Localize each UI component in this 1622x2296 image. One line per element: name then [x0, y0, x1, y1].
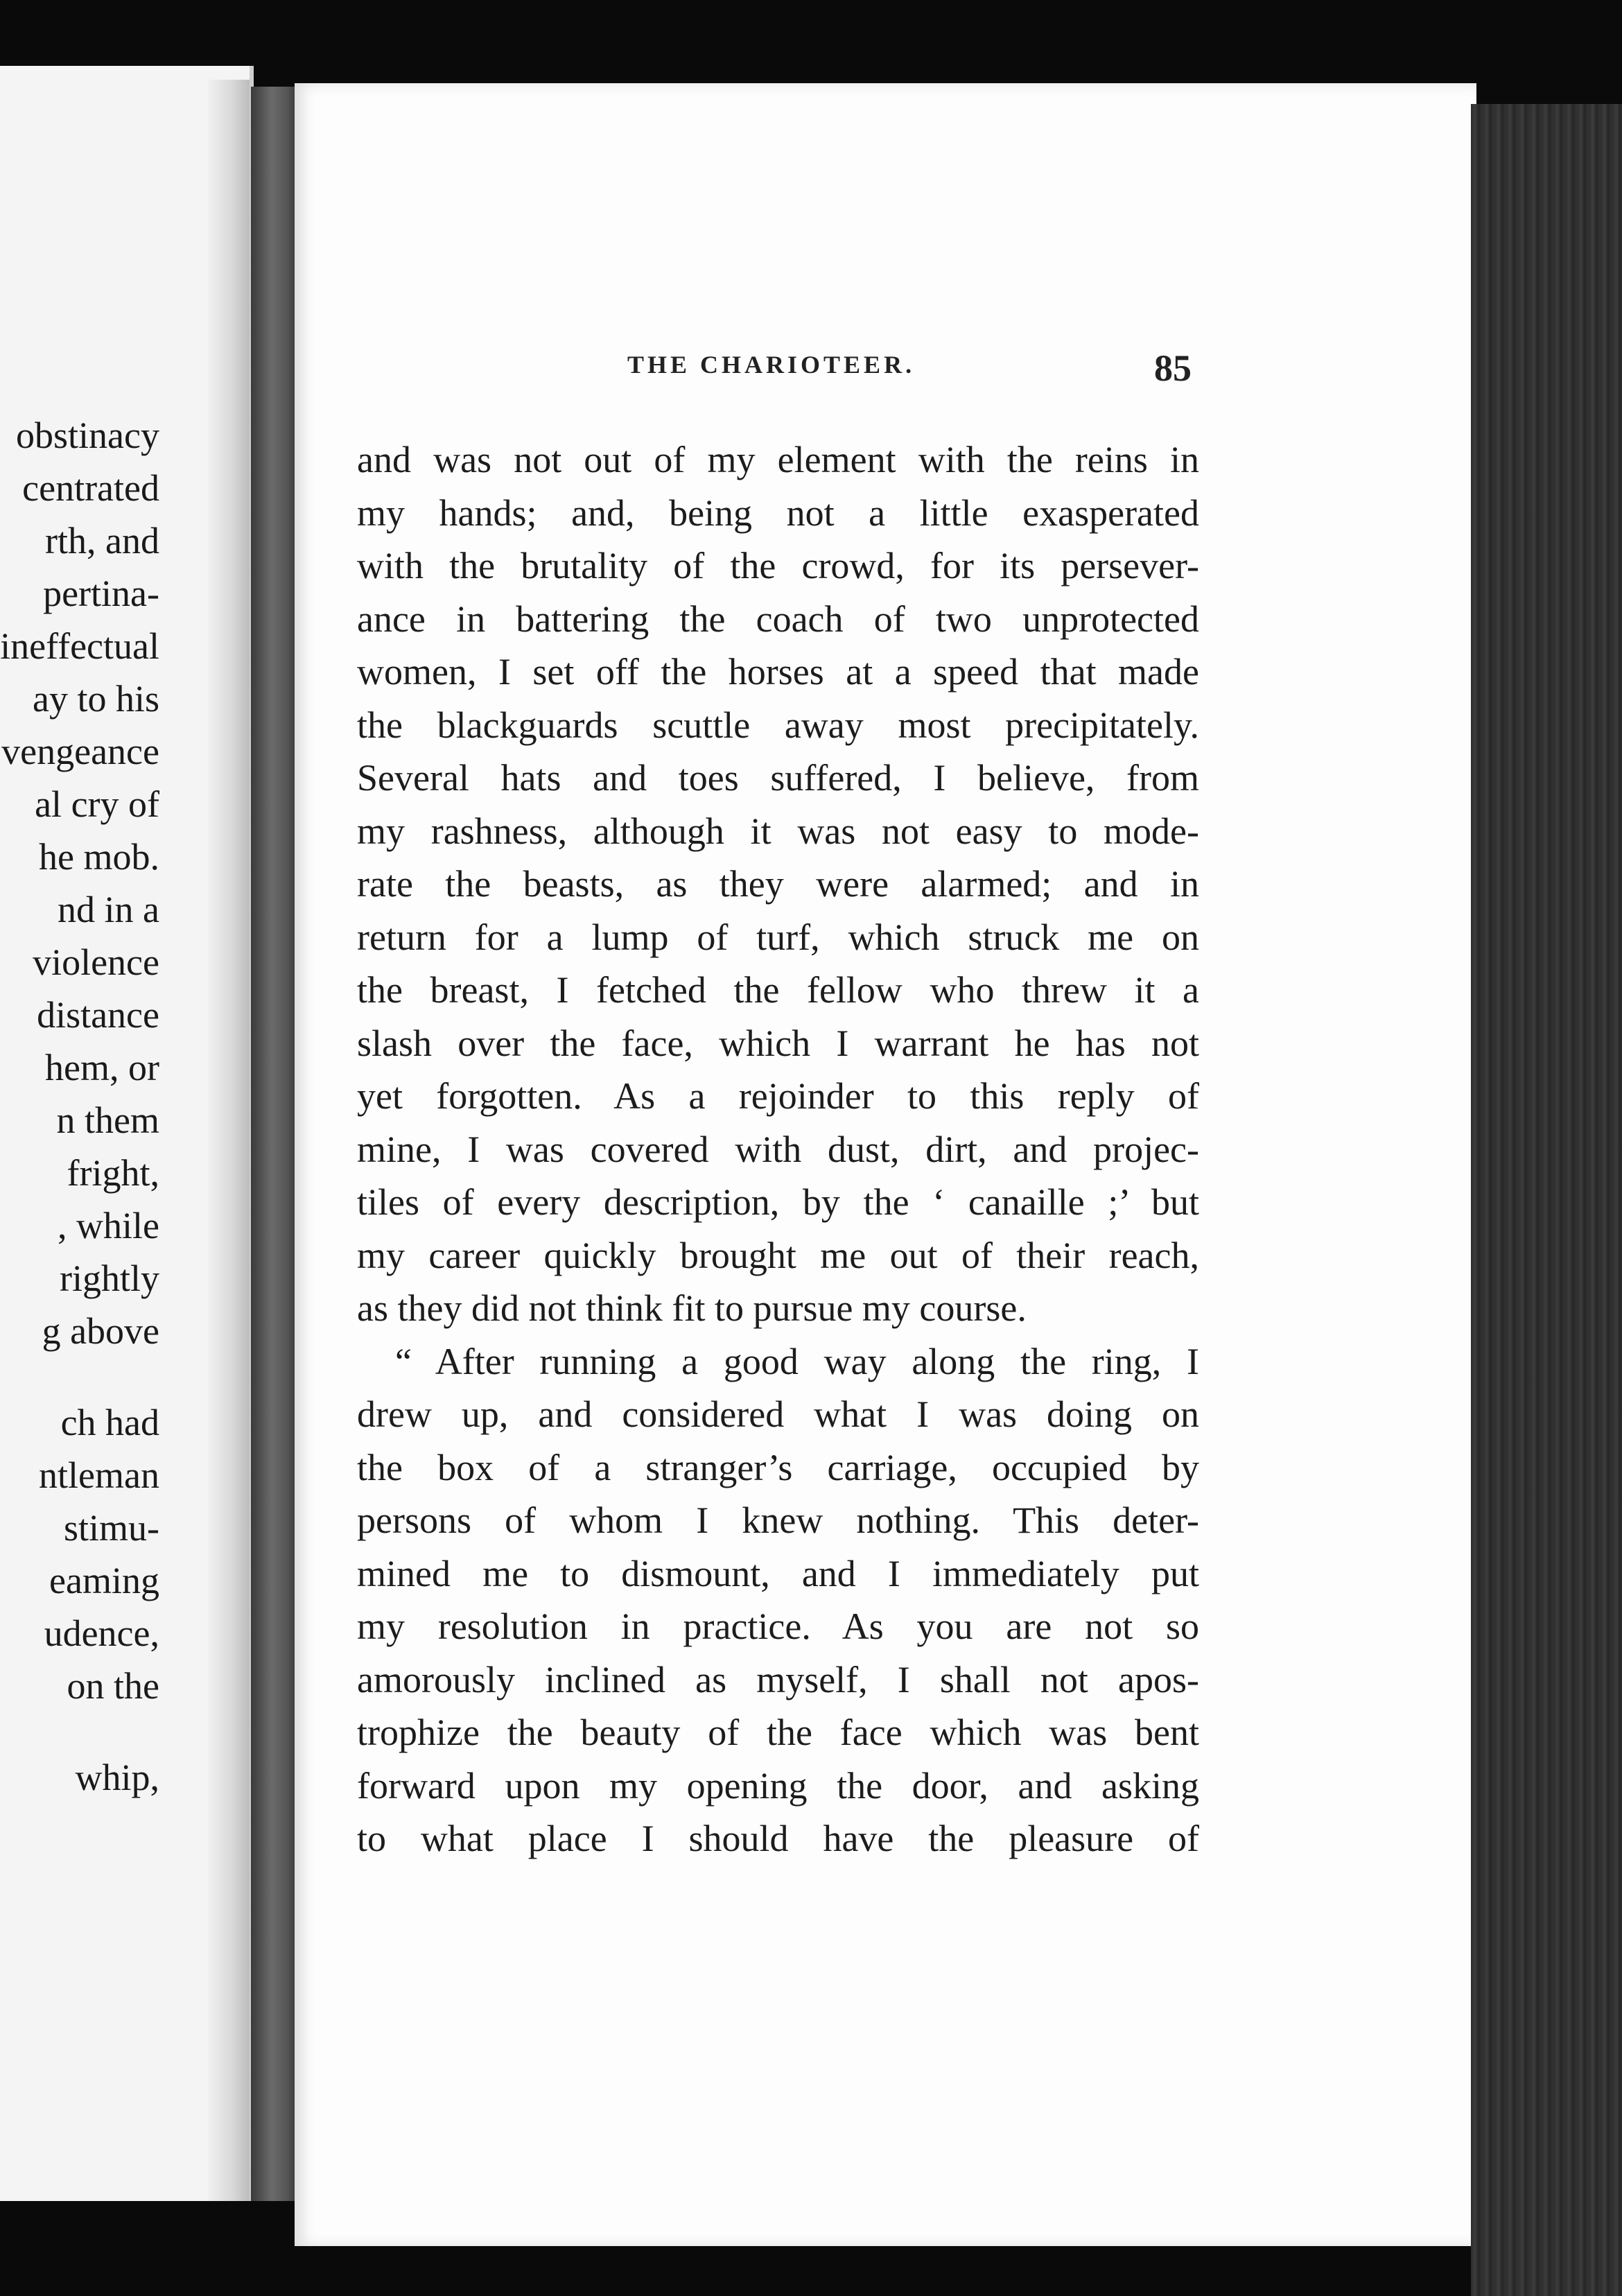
- left-line: udence,: [44, 1612, 159, 1654]
- left-line: rightly: [60, 1258, 159, 1299]
- text-line: return for a lump of turf, which struck me on: [357, 916, 1199, 958]
- text-line: my hands; and, being not a little exasperated: [357, 492, 1199, 534]
- text-line: my rashness, although it was not easy to mode-: [357, 810, 1199, 852]
- text-line: mined me to dismount, and I immediately put: [357, 1552, 1199, 1594]
- left-line: g above: [42, 1310, 159, 1352]
- text-line: mine, I was covered with dust, dirt, and projec-: [357, 1128, 1199, 1170]
- page-number: 85: [1154, 347, 1192, 389]
- left-line: obstinacy: [16, 415, 159, 456]
- text-line: women, I set off the horses at a speed that made: [357, 651, 1199, 693]
- left-line: eaming: [49, 1560, 159, 1601]
- left-line: ineffectual: [0, 625, 159, 667]
- text-line: the breast, I fetched the fellow who threw it a: [357, 969, 1199, 1011]
- running-head: THE CHARIOTEER.: [627, 351, 916, 379]
- text-line: and was not out of my element with the reins in: [357, 439, 1199, 480]
- left-line: n them: [56, 1099, 159, 1141]
- left-line: stimu-: [63, 1507, 159, 1549]
- left-line: whip,: [75, 1757, 159, 1798]
- left-line: pertina-: [43, 573, 159, 614]
- text-line: ance in battering the coach of two unprotected: [357, 598, 1199, 640]
- text-line: “ After running a good way along the ring, I: [395, 1340, 1199, 1382]
- left-line: centrated: [22, 467, 159, 509]
- left-line: , while: [58, 1205, 159, 1246]
- left-line: hem, or: [45, 1047, 159, 1088]
- left-line: fright,: [67, 1152, 159, 1194]
- left-line: distance: [37, 994, 159, 1036]
- text-line: persons of whom I knew nothing. This deter-: [357, 1499, 1199, 1541]
- left-page-gutter: [208, 80, 250, 2201]
- text-line: as they did not think fit to pursue my course.: [357, 1287, 1027, 1329]
- book-edge: [1471, 104, 1622, 2296]
- text-line: slash over the face, which I warrant he has not: [357, 1022, 1199, 1064]
- left-paragraph-gap: [0, 1357, 159, 1396]
- left-line: ay to his: [33, 678, 159, 720]
- text-line: drew up, and considered what I was doing on: [357, 1393, 1199, 1435]
- text-line: tiles of every description, by the ‘ canaille ;’ but: [357, 1181, 1199, 1223]
- text-line: trophize the beauty of the face which was bent: [357, 1712, 1199, 1753]
- text-line: my resolution in practice. As you are not so: [357, 1606, 1199, 1647]
- left-line: ntleman: [39, 1454, 159, 1496]
- left-paragraph-gap: [0, 1712, 159, 1751]
- text-line: yet forgotten. As a rejoinder to this reply of: [357, 1075, 1199, 1117]
- text-line: with the brutality of the crowd, for its persever-: [357, 545, 1199, 586]
- left-line: he mob.: [39, 836, 159, 878]
- left-line: violence: [33, 941, 159, 983]
- left-line: al cry of: [35, 783, 159, 825]
- text-line: amorously inclined as myself, I shall not apos-: [357, 1658, 1199, 1701]
- left-line: ch had: [60, 1402, 159, 1443]
- left-line: on the: [67, 1665, 159, 1707]
- body-text: [357, 433, 1199, 1866]
- text-line: to what place I should have the pleasure of: [357, 1818, 1199, 1859]
- text-line: the box of a stranger’s carriage, occupied by: [357, 1446, 1199, 1488]
- text-line: the blackguards scuttle away most precipitately.: [357, 704, 1199, 746]
- left-page-text: [0, 409, 159, 1804]
- text-line: rate the beasts, as they were alarmed; and in: [357, 863, 1199, 905]
- text-line: Several hats and toes suffered, I believe, from: [357, 757, 1199, 799]
- left-line: rth, and: [45, 520, 159, 562]
- text-line: forward upon my opening the door, and asking: [357, 1764, 1199, 1807]
- text-line: my career quickly brought me out of their reach,: [357, 1234, 1199, 1276]
- left-line: nd in a: [58, 889, 159, 930]
- left-line: vengeance: [1, 731, 159, 772]
